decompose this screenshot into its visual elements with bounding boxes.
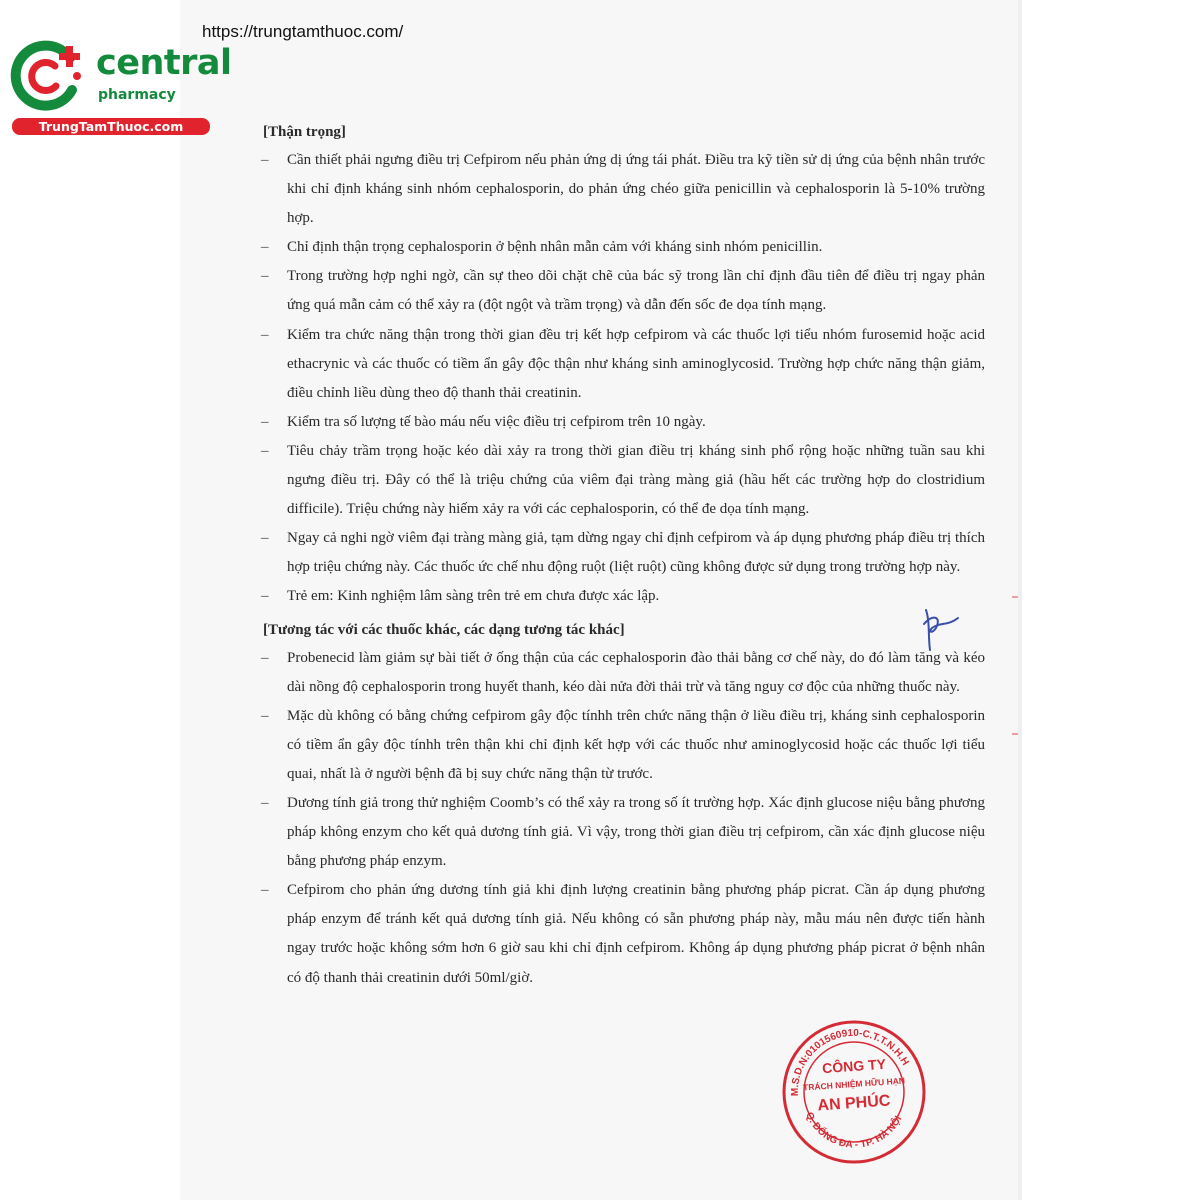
list-item: – Tiêu chảy trầm trọng hoặc kéo dài xảy ra trong thời gian điều trị kháng sinh phổ rộng hoặc những tuần sau khi ngưng điều trị. Đây có thể là triệu chứng của viêm đại tràng màng giả (hầu hết các trường hợp do clostridium difficile). Triệu chứng này hiếm xảy ra với các cephalosporin, có thể đe dọa tính mạng. — [263, 437, 985, 524]
precautions-list — [263, 146, 985, 612]
stamp-ring-text: M.S.D.N:0101560910-C.T.T.N.H.H — [789, 1027, 911, 1097]
logo-subtitle: pharmacy — [98, 87, 176, 103]
stamp-ring-bottom-text: Q. ĐỐNG ĐA - TP. HÀ NỘI — [803, 1110, 905, 1151]
list-item: – Chỉ định thận trọng cephalosporin ở bệnh nhân mẫn cảm với kháng sinh nhóm penicillin. — [263, 233, 985, 262]
section-heading: [Tương tác với các thuốc khác, các dạng tương tác khác] — [263, 621, 625, 638]
interactions-section — [263, 616, 985, 993]
list-item: – Trẻ em: Kinh nghiệm lâm sàng trên trẻ em chưa được xác lập. — [263, 582, 985, 611]
list-item: – Probenecid làm giảm sự bài tiết ở ống thận của các cephalosporin đào thải bằng cơ chế này, do đó làm tăng và kéo dài nồng độ cephalosporin trong huyết thanh, kéo dài nửa đời thải trừ và tăng nguy cơ độc của những thuốc này. — [263, 644, 985, 702]
document-body — [263, 118, 985, 993]
list-item: – Dương tính giả trong thử nghiệm Coomb’s có thể xảy ra trong số ít trường hợp. Xác định glucose niệu bằng phương pháp không enzym cho kết quả dương tính giả. Vì vậy, trong thời gian điều trị cefpirom, cần xác định glucose niệu bằng phương pháp enzym. — [263, 789, 985, 876]
source-url[interactable]: https://trungtamthuoc.com/ — [202, 22, 404, 41]
stamp-line-1: CÔNG TY — [821, 1055, 887, 1077]
scan-mark — [1012, 733, 1018, 735]
section-heading: [Thận trọng] — [263, 124, 346, 140]
logo-site-name: TrungTamThuoc.com — [12, 118, 210, 135]
list-item: – Kiểm tra số lượng tế bào máu nếu việc điều trị cefpirom trên 10 ngày. — [263, 408, 985, 437]
logo-brand-name: central — [96, 43, 232, 83]
page-edge — [1018, 0, 1022, 1200]
precautions-section — [263, 118, 985, 612]
list-item: – Cefpirom cho phản ứng dương tính giả khi định lượng creatinin bằng phương pháp picrat. Cần áp dụng phương pháp enzym để tránh kết quả dương tính giả. Nếu không có sẵn phương pháp này, mẫu máu nên được tiến hành ngay trước hoặc không sớm hơn 6 giờ sau khi chỉ định cefpirom. Không áp dụng phương pháp picrat ở bệnh nhân có độ thanh thải creatinin dưới 50ml/giờ. — [263, 876, 985, 992]
list-item: – Ngay cả nghi ngờ viêm đại tràng màng giả, tạm dừng ngay chỉ định cefpirom và áp dụng phương pháp điều trị thích hợp triệu chứng này. Các thuốc ức chế nhu động ruột (liệt ruột) cũng không được sử dụng trong trường hợp này. — [263, 524, 985, 582]
svg-text:Q. ĐỐNG ĐA - TP. HÀ NỘI — [803, 1111, 904, 1151]
company-stamp — [780, 1018, 928, 1166]
list-item: – Cần thiết phải ngưng điều trị Cefpirom nếu phản ứng dị ứng tái phát. Điều tra kỹ tiền sử dị ứng của bệnh nhân trước khi chỉ định kháng sinh nhóm cephalosporin, do phản ứng chéo giữa penicillin và cephalosporin là 5-10% trường hợp. — [263, 146, 985, 233]
interactions-list — [263, 644, 985, 993]
signature-icon — [918, 604, 962, 654]
central-pharmacy-logo[interactable] — [10, 36, 232, 136]
logo-mark-icon — [10, 36, 94, 116]
stamp-line-3: AN PHÚC — [817, 1092, 891, 1115]
list-item: – Trong trường hợp nghi ngờ, cần sự theo dõi chặt chẽ của bác sỹ trong lần chỉ định đầu tiên để điều trị ngay phản ứng quá mẫn cảm có thể xảy ra (đột ngột và trầm trọng) và dẫn đến sốc đe dọa tính mạng. — [263, 262, 985, 320]
stamp-line-2: TRÁCH NHIỆM HỮU HẠN — [802, 1075, 906, 1093]
list-item: – Mặc dù không có bằng chứng cefpirom gây độc tínhh trên chức năng thận ở liều điều trị, kháng sinh cephalosporin có tiềm ẩn gây độc tínhh trên thận khi chỉ định kết hợp với các thuốc như aminoglycosid hoặc các thuốc lợi tiểu quai, nhất là ở người bệnh đã bị suy chức năng thận từ trước. — [263, 702, 985, 789]
list-item: – Kiểm tra chức năng thận trong thời gian đều trị kết hợp cefpirom và các thuốc lợi tiểu nhóm furosemid hoặc acid ethacrynic và các thuốc có tiềm ẩn gây độc thận như kháng sinh aminoglycosid. Trường hợp chức năng thận giảm, điều chỉnh liều dùng theo độ thanh thải creatinin. — [263, 321, 985, 408]
scan-mark — [1012, 596, 1018, 598]
